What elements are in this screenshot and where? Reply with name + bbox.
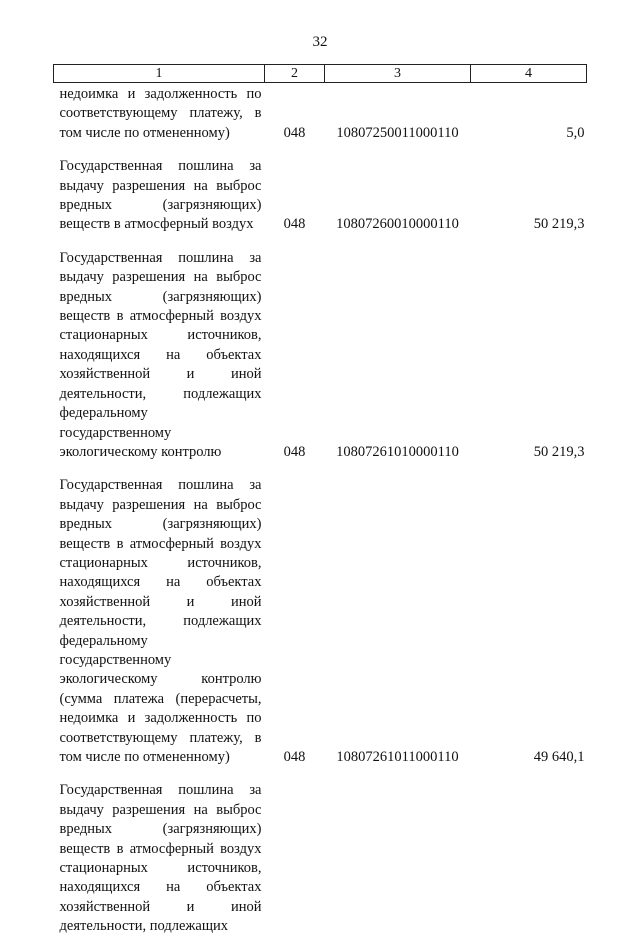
amount-cell: 50 219,3 — [533, 443, 585, 460]
table-row — [54, 83, 587, 144]
budget-code-cell — [325, 767, 471, 936]
income-name-cell: Государственная пошлина за выдачу разрешения на выброс вредных (загрязняющих) веществ в атмосферный воздух стационарных источников, находящихся на объектах хозяйственной и иной деятельности, подлежащих федеральному государственному экологическому контролю — [59, 249, 262, 460]
table-header-row — [54, 65, 587, 83]
income-name-cell: Государственная пошлина за выдачу разрешения на выброс вредных (загрязняющих) веществ в атмосферный воздух стационарных источников, находящихся на объектах хозяйственной и иной деятельности, подлежащих — [59, 782, 262, 935]
amount-cell: 49 640,1 — [533, 749, 585, 765]
income-name-cell: Государственная пошлина за выдачу разрешения на выброс вредных (загрязняющих) веществ в атмосферный воздух — [59, 158, 262, 233]
amount-cell: 50 219,3 — [533, 216, 585, 233]
admin-code-cell: 048 — [283, 124, 306, 141]
table-row — [54, 143, 587, 235]
amount-cell: 5,0 — [566, 124, 585, 141]
budget-code-cell: 10807261010000110 — [336, 443, 459, 460]
column-header-1: 1 — [54, 65, 265, 83]
column-header-4: 4 — [471, 65, 587, 83]
revenue-table — [53, 64, 587, 937]
admin-code-cell — [265, 767, 325, 936]
admin-code-cell: 048 — [283, 216, 306, 233]
budget-code-cell: 10807261011000110 — [336, 749, 459, 765]
page-number: 32 — [312, 34, 328, 50]
budget-code-cell: 10807260010000110 — [336, 216, 459, 233]
table-row — [54, 767, 587, 936]
budget-code-cell: 10807250011000110 — [336, 124, 459, 141]
column-header-2: 2 — [265, 65, 325, 83]
admin-code-cell: 048 — [283, 443, 306, 460]
income-name-cell: недоимка и задолженность по соответствующему платежу, в том числе по отмененному) — [59, 86, 262, 141]
column-header-3: 3 — [325, 65, 471, 83]
table-row — [54, 235, 587, 462]
admin-code-cell: 048 — [283, 749, 306, 765]
income-name-cell: Государственная пошлина за выдачу разрешения на выброс вредных (загрязняющих) веществ в атмосферный воздух стационарных источников, находящихся на объектах хозяйственной и иной деятельности, подлежащих федеральному государственному экологическому контролю (сумма платежа (перерасчеты, недоимка и задолженность по соответствующему платежу, в том числе по отмененному) — [59, 477, 262, 765]
table-row — [54, 462, 587, 767]
amount-cell — [471, 767, 587, 936]
